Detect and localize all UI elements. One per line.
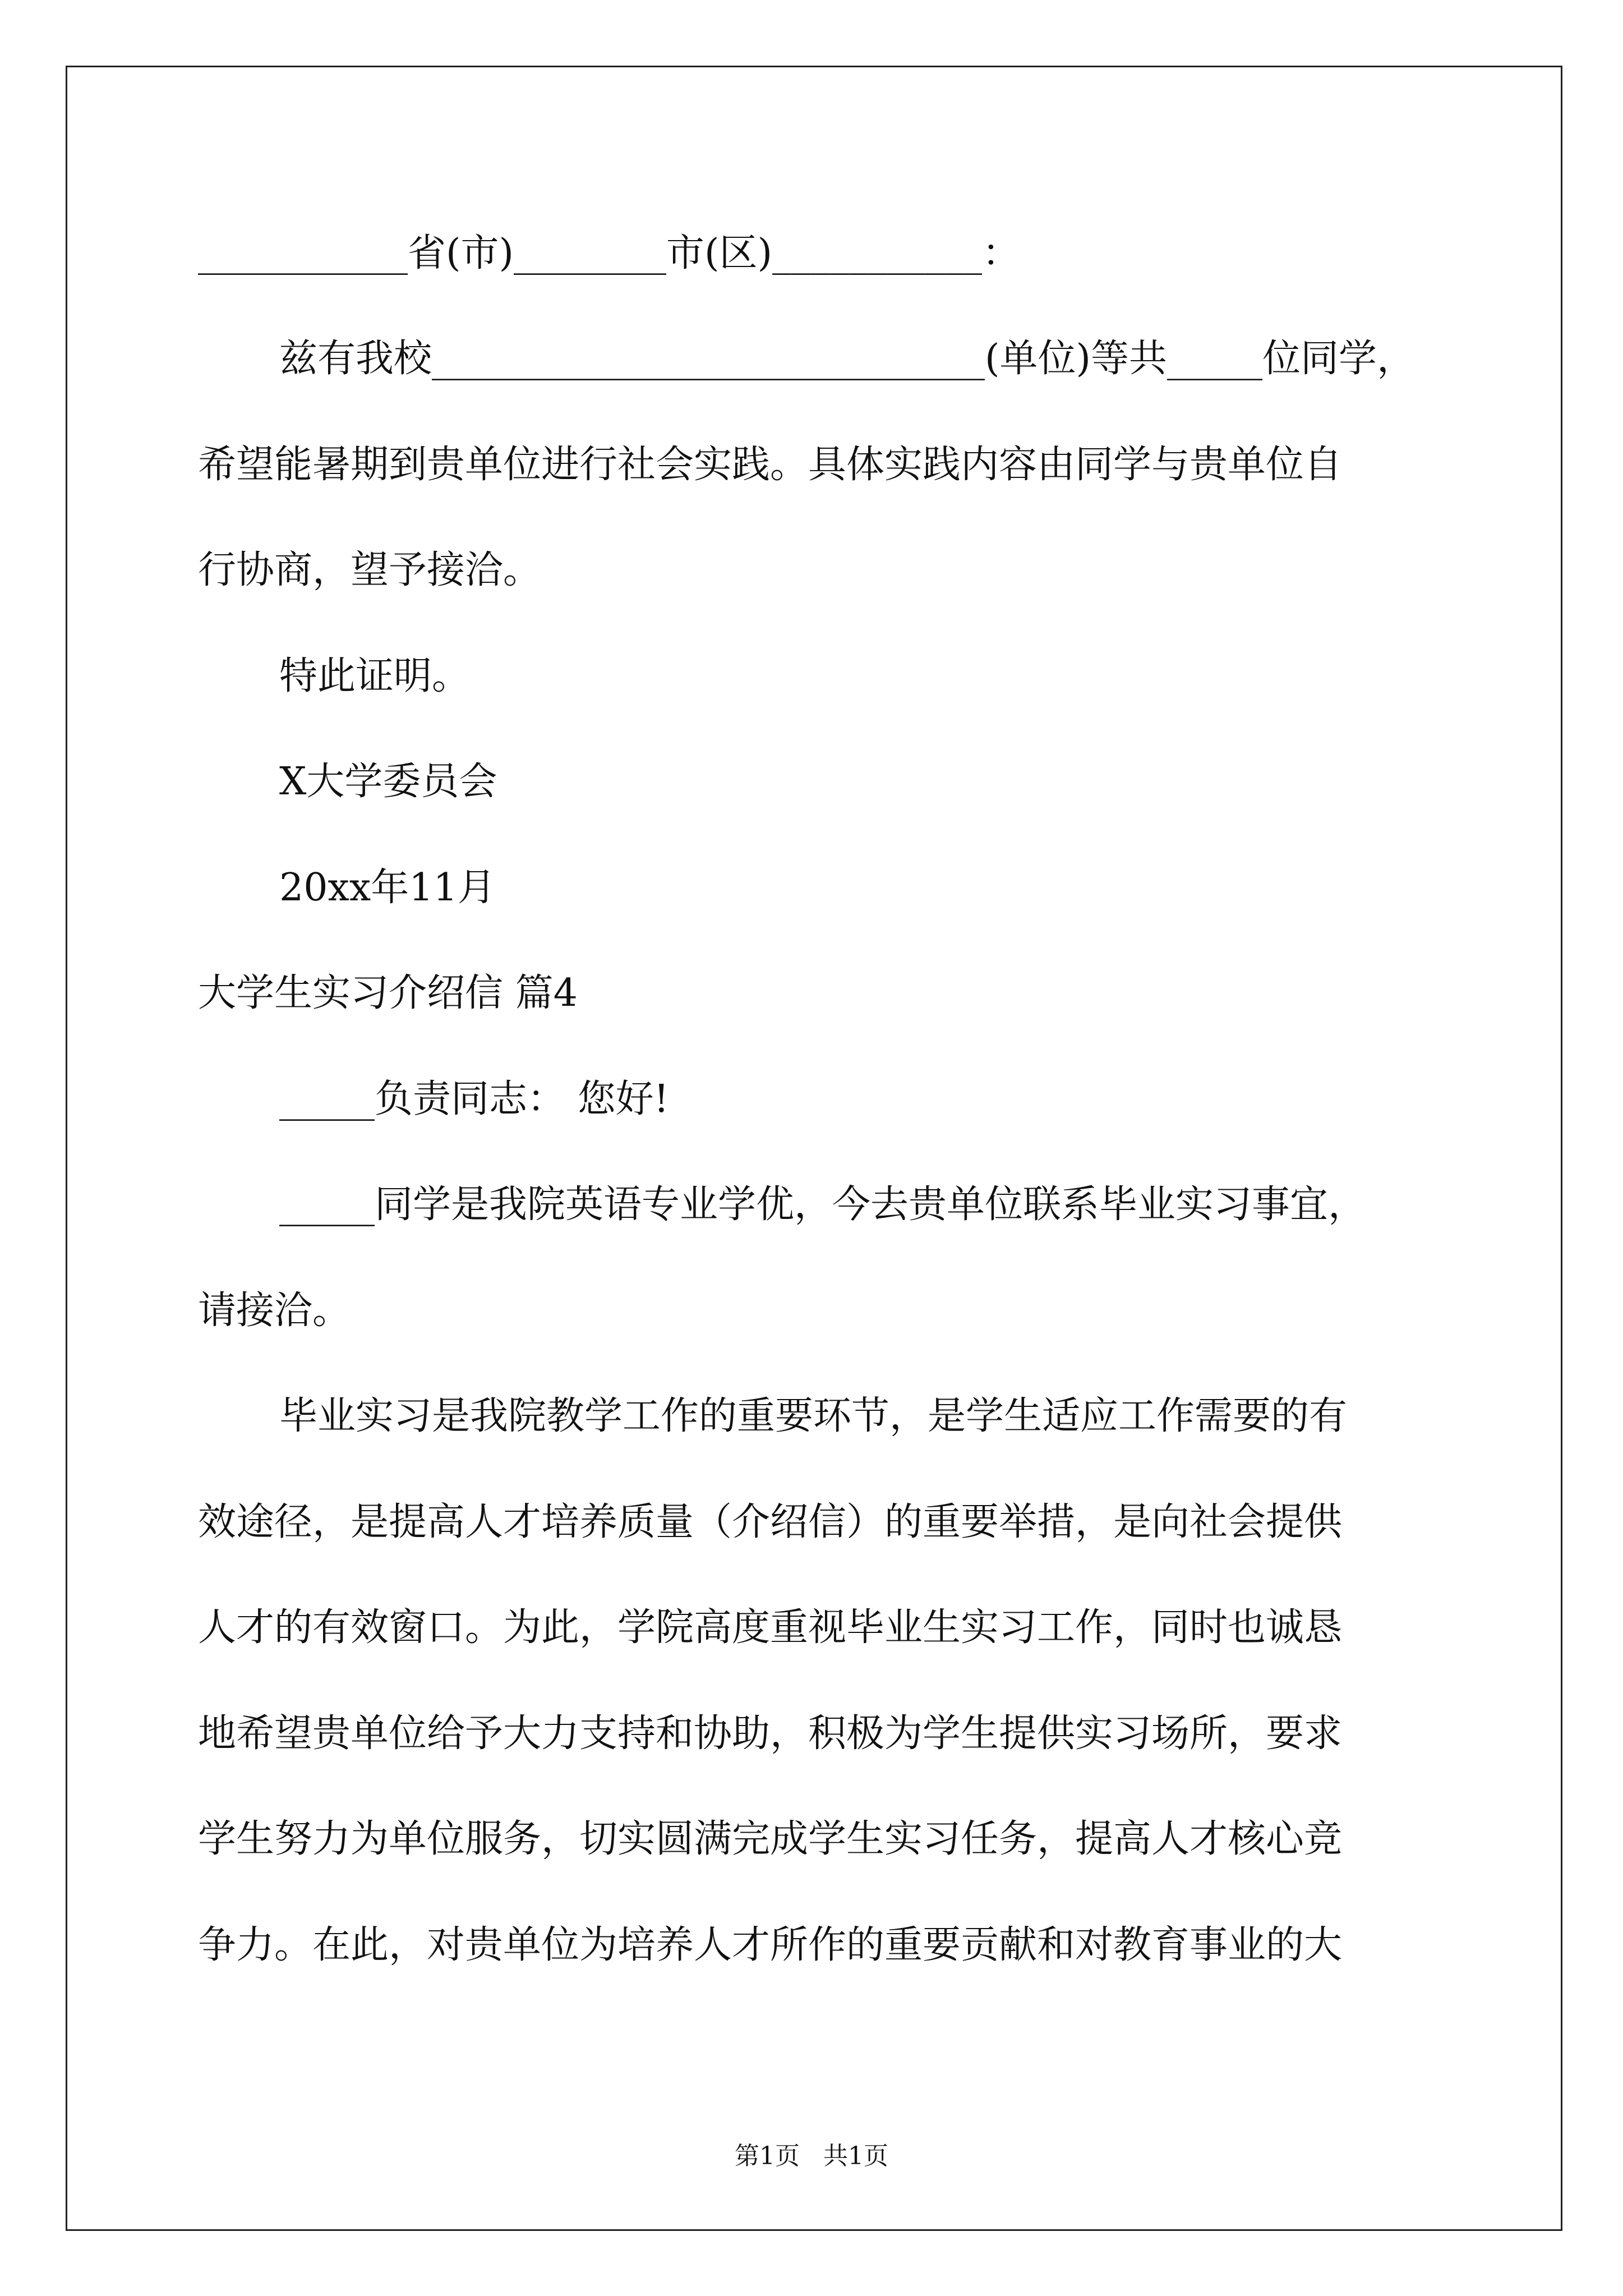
body-paragraph-1-line-1: _____同学是我院英语专业学优，今去贵单位联系毕业实习事宜， (279, 1182, 1367, 1227)
page-border (66, 66, 1562, 2231)
intro-paragraph-line-2: 希望能暑期到贵单位进行社会实践。具体实践内容由同学与贵单位自 (198, 443, 1343, 487)
body-paragraph-2-line-5: 学生努力为单位服务，切实圆满完成学生实习任务，提高人才核心竞 (198, 1817, 1343, 1861)
address-line: ___________省(市)________市(区)___________： (198, 231, 1021, 275)
body-paragraph-2-line-3: 人才的有效窗口。为此，学院高度重视毕业生实习工作，同时也诚恳 (198, 1605, 1343, 1650)
intro-paragraph-line-1: 兹有我校_____________________________(单位)等共_____位同学， (279, 337, 1415, 381)
certification-line: 特此证明。 (279, 654, 471, 698)
body-paragraph-2-line-6: 争力。在此，对贵单位为培养人才所作的重要贡献和对教育事业的大 (198, 1923, 1343, 1967)
body-paragraph-1-line-2: 请接洽。 (198, 1289, 351, 1333)
intro-paragraph-line-3: 行协商，望予接洽。 (198, 548, 542, 592)
page-number-footer: 第1页 共1页 (735, 2142, 888, 2170)
body-paragraph-2-line-1: 毕业实习是我院教学工作的重要环节，是学生适应工作需要的有 (279, 1394, 1348, 1438)
section-heading: 大学生实习介绍信 篇4 (198, 971, 578, 1015)
salutation-line: _____负责同志： 您好! (279, 1077, 669, 1121)
signature-organization: X大学委员会 (279, 760, 497, 804)
signature-date: 20xx年11月 (279, 866, 496, 910)
body-paragraph-2-line-4: 地希望贵单位给予大力支持和协助，积极为学生提供实习场所，要求 (198, 1711, 1343, 1756)
body-paragraph-2-line-2: 效途径，是提高人才培养质量（介绍信）的重要举措，是向社会提供 (198, 1500, 1343, 1544)
